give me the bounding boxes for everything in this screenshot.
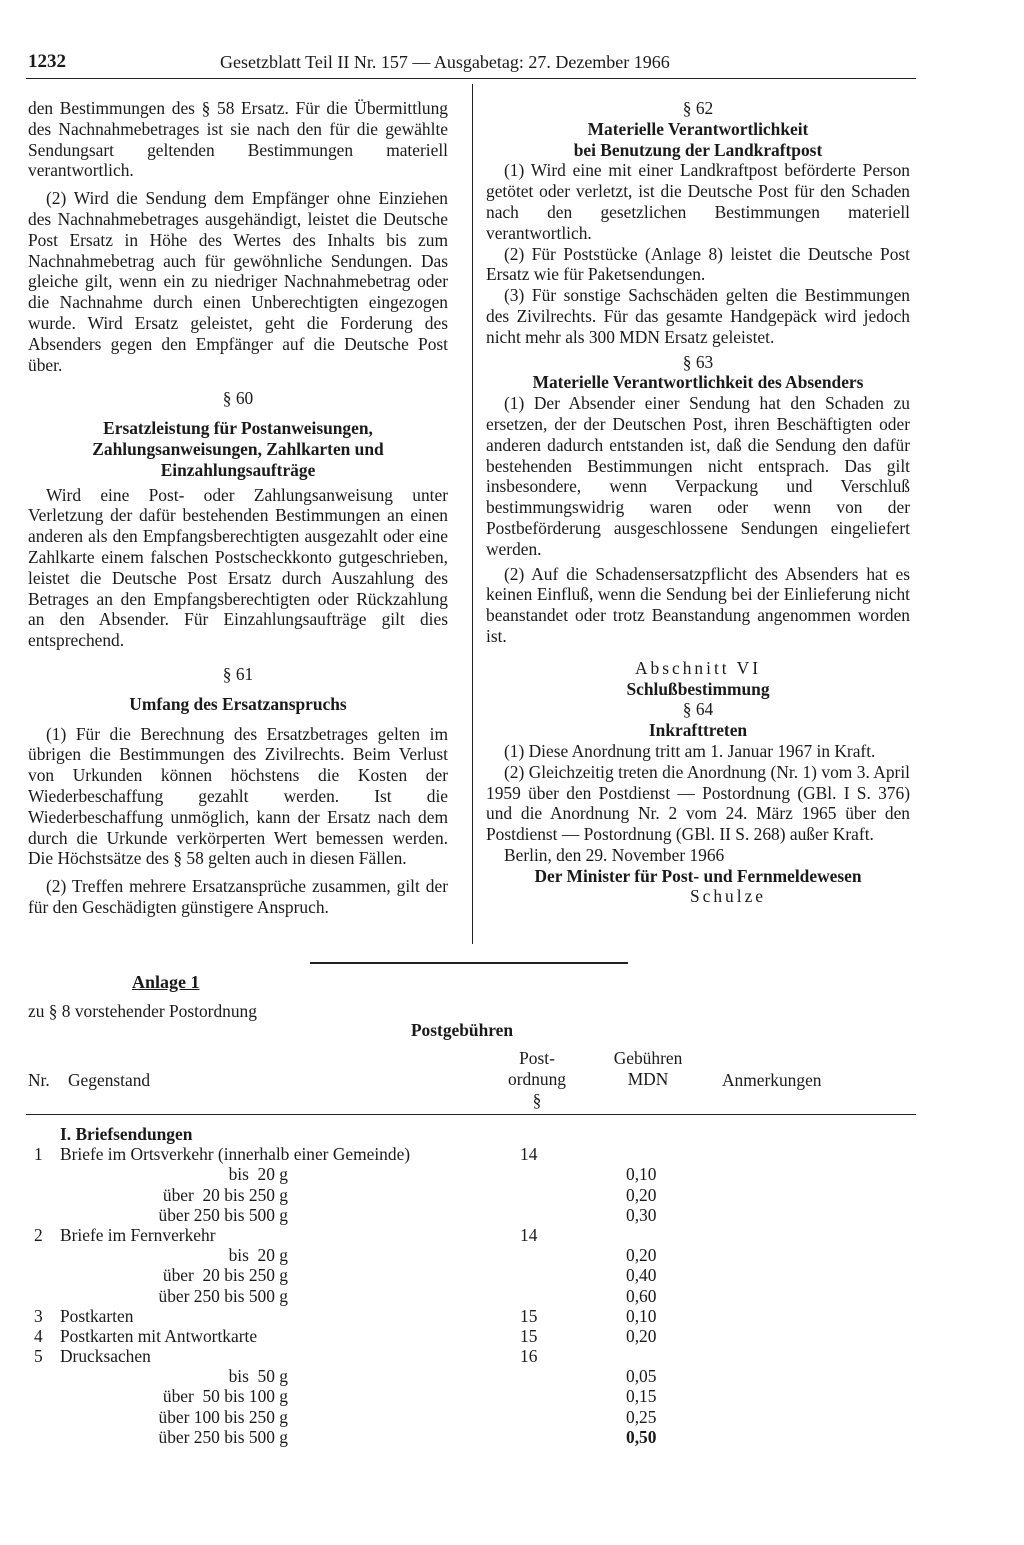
row-fee: 0,20 <box>626 1325 657 1346</box>
paragraph: (2) Für Poststücke (Anlage 8) leistet die Deutsche Post Ersatz wie für Paketsendungen. <box>486 243 910 285</box>
table-row <box>0 1427 1024 1447</box>
section-title: Inkrafttreten <box>648 720 748 741</box>
column-header-anmerkungen: Anmerkungen <box>722 1070 822 1090</box>
section-title: Ersatzleistung für Postanweisungen, <box>103 418 373 439</box>
row-fee: 0,20 <box>626 1245 657 1266</box>
row-weight-range: über 250 bis 500 g <box>158 1285 288 1306</box>
row-item-name: Briefe im Fernverkehr <box>60 1224 216 1245</box>
row-postordnung-section: 16 <box>520 1346 538 1367</box>
place-date: Berlin, den 29. November 1966 <box>504 844 725 865</box>
minister-title: Der Minister für Post- und Fernmeldewesen <box>534 865 862 886</box>
row-postordnung-section: 14 <box>520 1144 538 1165</box>
row-fee: 0,20 <box>626 1184 657 1205</box>
row-number: 3 <box>34 1305 43 1326</box>
signature-name: Schulze <box>689 886 767 907</box>
table-row <box>0 1245 1024 1265</box>
row-fee: 0,30 <box>626 1204 657 1225</box>
row-fee: 0,25 <box>626 1406 657 1427</box>
paragraph: (2) Auf die Schadensersatzpflicht des Absenders hat es keinen Einfluß, wenn die Sendung bei der Einlieferung nicht beanstandet oder trotz Beanstandung angenommen worden ist. <box>486 563 910 646</box>
row-fee: 0,15 <box>626 1386 657 1407</box>
row-fee: 0,40 <box>626 1265 657 1286</box>
header-line: § <box>532 1090 542 1110</box>
table-title: Postgebühren <box>410 1020 514 1040</box>
row-weight-range: über 250 bis 500 g <box>158 1204 288 1225</box>
table-row <box>0 1164 1024 1184</box>
table-row <box>0 1306 1024 1326</box>
row-weight-range: über 20 bis 250 g <box>162 1265 288 1286</box>
paragraph: (1) Der Absender einer Sendung hat den Schaden zu ersetzen, der der Deutschen Post, ihren Beschäftigten oder anderen dadurch entstanden ist, daß die Sendung den dafür bestehenden Bestimmungen nicht entsprach. Das gilt insbesondere, wenn Verpackung und Verschluß bestimmungswidrig waren oder wenn von der Postbeförderung ausgeschlossene Sendungen eingeliefert werden. <box>486 393 910 559</box>
table-row <box>0 1326 1024 1346</box>
row-number: 4 <box>34 1325 43 1346</box>
section-title: Materielle Verantwortlichkeit des Absenders <box>532 372 864 393</box>
header-line: Post- <box>519 1048 555 1068</box>
paragraph: (1) Diese Anordnung tritt am 1. Januar 1967 in Kraft. <box>504 740 876 761</box>
table-row <box>0 1265 1024 1285</box>
column-header-gegenstand: Gegenstand <box>68 1070 151 1090</box>
paragraph: (3) Für sonstige Sachschäden gelten die Bestimmungen des Zivilrechts. Für das gesamte Handgepäck wird jedoch nicht mehr als 300 MDN Ersatz geleistet. <box>486 285 910 347</box>
annex-title: Anlage 1 <box>132 972 200 992</box>
row-item-name: Drucksachen <box>60 1346 151 1367</box>
row-item-name: Postkarten mit Antwortkarte <box>60 1325 258 1346</box>
table-row <box>0 1346 1024 1366</box>
row-number: 2 <box>34 1224 43 1245</box>
row-weight-range: über 50 bis 100 g <box>162 1386 288 1407</box>
row-fee: 0,05 <box>626 1366 657 1387</box>
section-number: § 60 <box>222 388 254 409</box>
row-item-name: Postkarten <box>60 1305 134 1326</box>
row-weight-range: bis 20 g <box>228 1164 288 1185</box>
paragraph: (1) Wird eine mit einer Landkraftpost beförderte Person getötet oder verletzt, ist die Deutsche Post für den Schaden nach den gesetzlichen Bestimmungen materiell verantwortlich. <box>486 160 910 243</box>
table-row <box>0 1407 1024 1427</box>
fee-table <box>0 1124 1024 1447</box>
page-number: 1232 <box>28 51 66 72</box>
row-fee: 0,10 <box>626 1164 657 1185</box>
row-fee: 0,10 <box>626 1305 657 1326</box>
paragraph: Wird eine Post- oder Zahlungsanweisung unter Verletzung der dafür bestehenden Bestimmungen an einen anderen als den Empfangsberechtigten ausgezahlt oder eine Zahlkarte einem falschen Postscheckkonto gutgeschrieben, leistet die Deutsche Post Ersatz durch Auszahlung des Betrages an den Empfangsberechtigten oder Rückzahlung an den Absender. Für Einzahlungsaufträge gilt dies entsprechend. <box>28 484 448 651</box>
row-fee: 0,50 <box>626 1426 657 1447</box>
running-title: Gesetzblatt Teil II Nr. 157 — Ausgabetag: 27. Dezember 1966 <box>220 52 670 72</box>
annex-subtitle: zu § 8 vorstehender Postordnung <box>28 1001 257 1021</box>
row-weight-range: über 100 bis 250 g <box>158 1406 288 1427</box>
section-title: Materielle Verantwortlichkeit <box>587 118 809 139</box>
row-weight-range: über 250 bis 500 g <box>158 1426 288 1447</box>
table-header-rule <box>26 1114 916 1115</box>
separator-rule <box>310 962 628 964</box>
section-number: § 61 <box>222 663 254 684</box>
section-title: Einzahlungsaufträge <box>160 459 316 480</box>
column-header-nr: Nr. <box>28 1070 50 1090</box>
right-column <box>486 98 910 907</box>
column-header-gebuehren <box>598 1048 698 1090</box>
table-row <box>0 1205 1024 1225</box>
header-rule <box>26 78 916 79</box>
left-column <box>28 98 448 918</box>
column-divider <box>472 84 473 944</box>
row-number: 1 <box>34 1144 43 1165</box>
row-postordnung-section: 14 <box>520 1224 538 1245</box>
table-row <box>0 1386 1024 1406</box>
section-number: § 64 <box>682 699 714 720</box>
row-weight-range: bis 20 g <box>228 1245 288 1266</box>
table-row <box>0 1144 1024 1164</box>
table-section-heading: I. Briefsendungen <box>60 1124 193 1144</box>
table-row <box>0 1286 1024 1306</box>
row-weight-range: über 20 bis 250 g <box>162 1184 288 1205</box>
paragraph: (2) Wird die Sendung dem Empfänger ohne Einziehen des Nachnahmebetrages ausgehändigt, leistet die Deutsche Post Ersatz in Höhe des Wertes des Inhalts bis zum Nachnahmebetrag auch für gewöhnliche Sendungen. Das gleiche gilt, wenn ein zu niedriger Nachnahmebetrag oder die Nachnahme durch einen Unberechtigten eingezogen wurde. Wird Ersatz geleistet, geht die Forderung des Absenders gegen den Empfänger auf die Deutsche Post über. <box>28 188 448 375</box>
table-row <box>0 1366 1024 1386</box>
paragraph: den Bestimmungen des § 58 Ersatz. Für die Übermittlung des Nachnahmebetrages ist sie nach den für die gewählte Sendungsart geltenden Bestimmungen materiell verantwortlich. <box>28 98 448 181</box>
row-fee: 0,60 <box>626 1285 657 1306</box>
section-number: § 62 <box>682 98 714 118</box>
section-title: bei Benutzung der Landkraftpost <box>573 139 823 160</box>
section-title: Umfang des Ersatzanspruchs <box>129 693 347 714</box>
row-weight-range: bis 50 g <box>228 1366 288 1387</box>
chapter-title: Schlußbestimmung <box>626 678 770 699</box>
row-number: 5 <box>34 1346 43 1367</box>
chapter-heading: Abschnitt VI <box>634 657 761 678</box>
column-header-postordnung <box>492 1048 582 1111</box>
header-line: MDN <box>627 1069 669 1089</box>
table-row <box>0 1124 1024 1144</box>
table-row <box>0 1185 1024 1205</box>
header-line: ordnung <box>508 1069 566 1089</box>
paragraph: (2) Treffen mehrere Ersatzansprüche zusammen, gilt der für den Geschädigten günstigere Anspruch. <box>28 876 448 917</box>
section-title: Zahlungsanweisungen, Zahlkarten und <box>92 438 384 459</box>
paragraph: (1) Für die Berechnung des Ersatzbetrages gelten im übrigen die Bestimmungen des Zivilrechts. Beim Verlust von Urkunden können höchstens die Kosten der Wiederbeschaffung gezahlt werden. Ist die Wiederbeschaffung unmöglich, kann der Ersatz nach dem durch die Urkunde verkörperten Wert bemessen werden. Die Höchstsätze des § 58 gelten auch in diesen Fällen. <box>28 723 448 869</box>
table-row <box>0 1225 1024 1245</box>
section-number: § 63 <box>682 351 714 372</box>
row-postordnung-section: 15 <box>520 1305 538 1326</box>
header-line: Gebühren <box>613 1048 683 1068</box>
row-postordnung-section: 15 <box>520 1325 538 1346</box>
paragraph: (2) Gleichzeitig treten die Anordnung (Nr. 1) vom 3. April 1959 über den Postdienst — Postordnung (GBl. I S. 376) und die Anordnung Nr. 2 vom 24. März 1965 über den Postdienst — Postordnung (GBl. II S. 268) außer Kraft. <box>486 761 910 845</box>
row-item-name: Briefe im Ortsverkehr (innerhalb einer Gemeinde) <box>60 1144 411 1165</box>
